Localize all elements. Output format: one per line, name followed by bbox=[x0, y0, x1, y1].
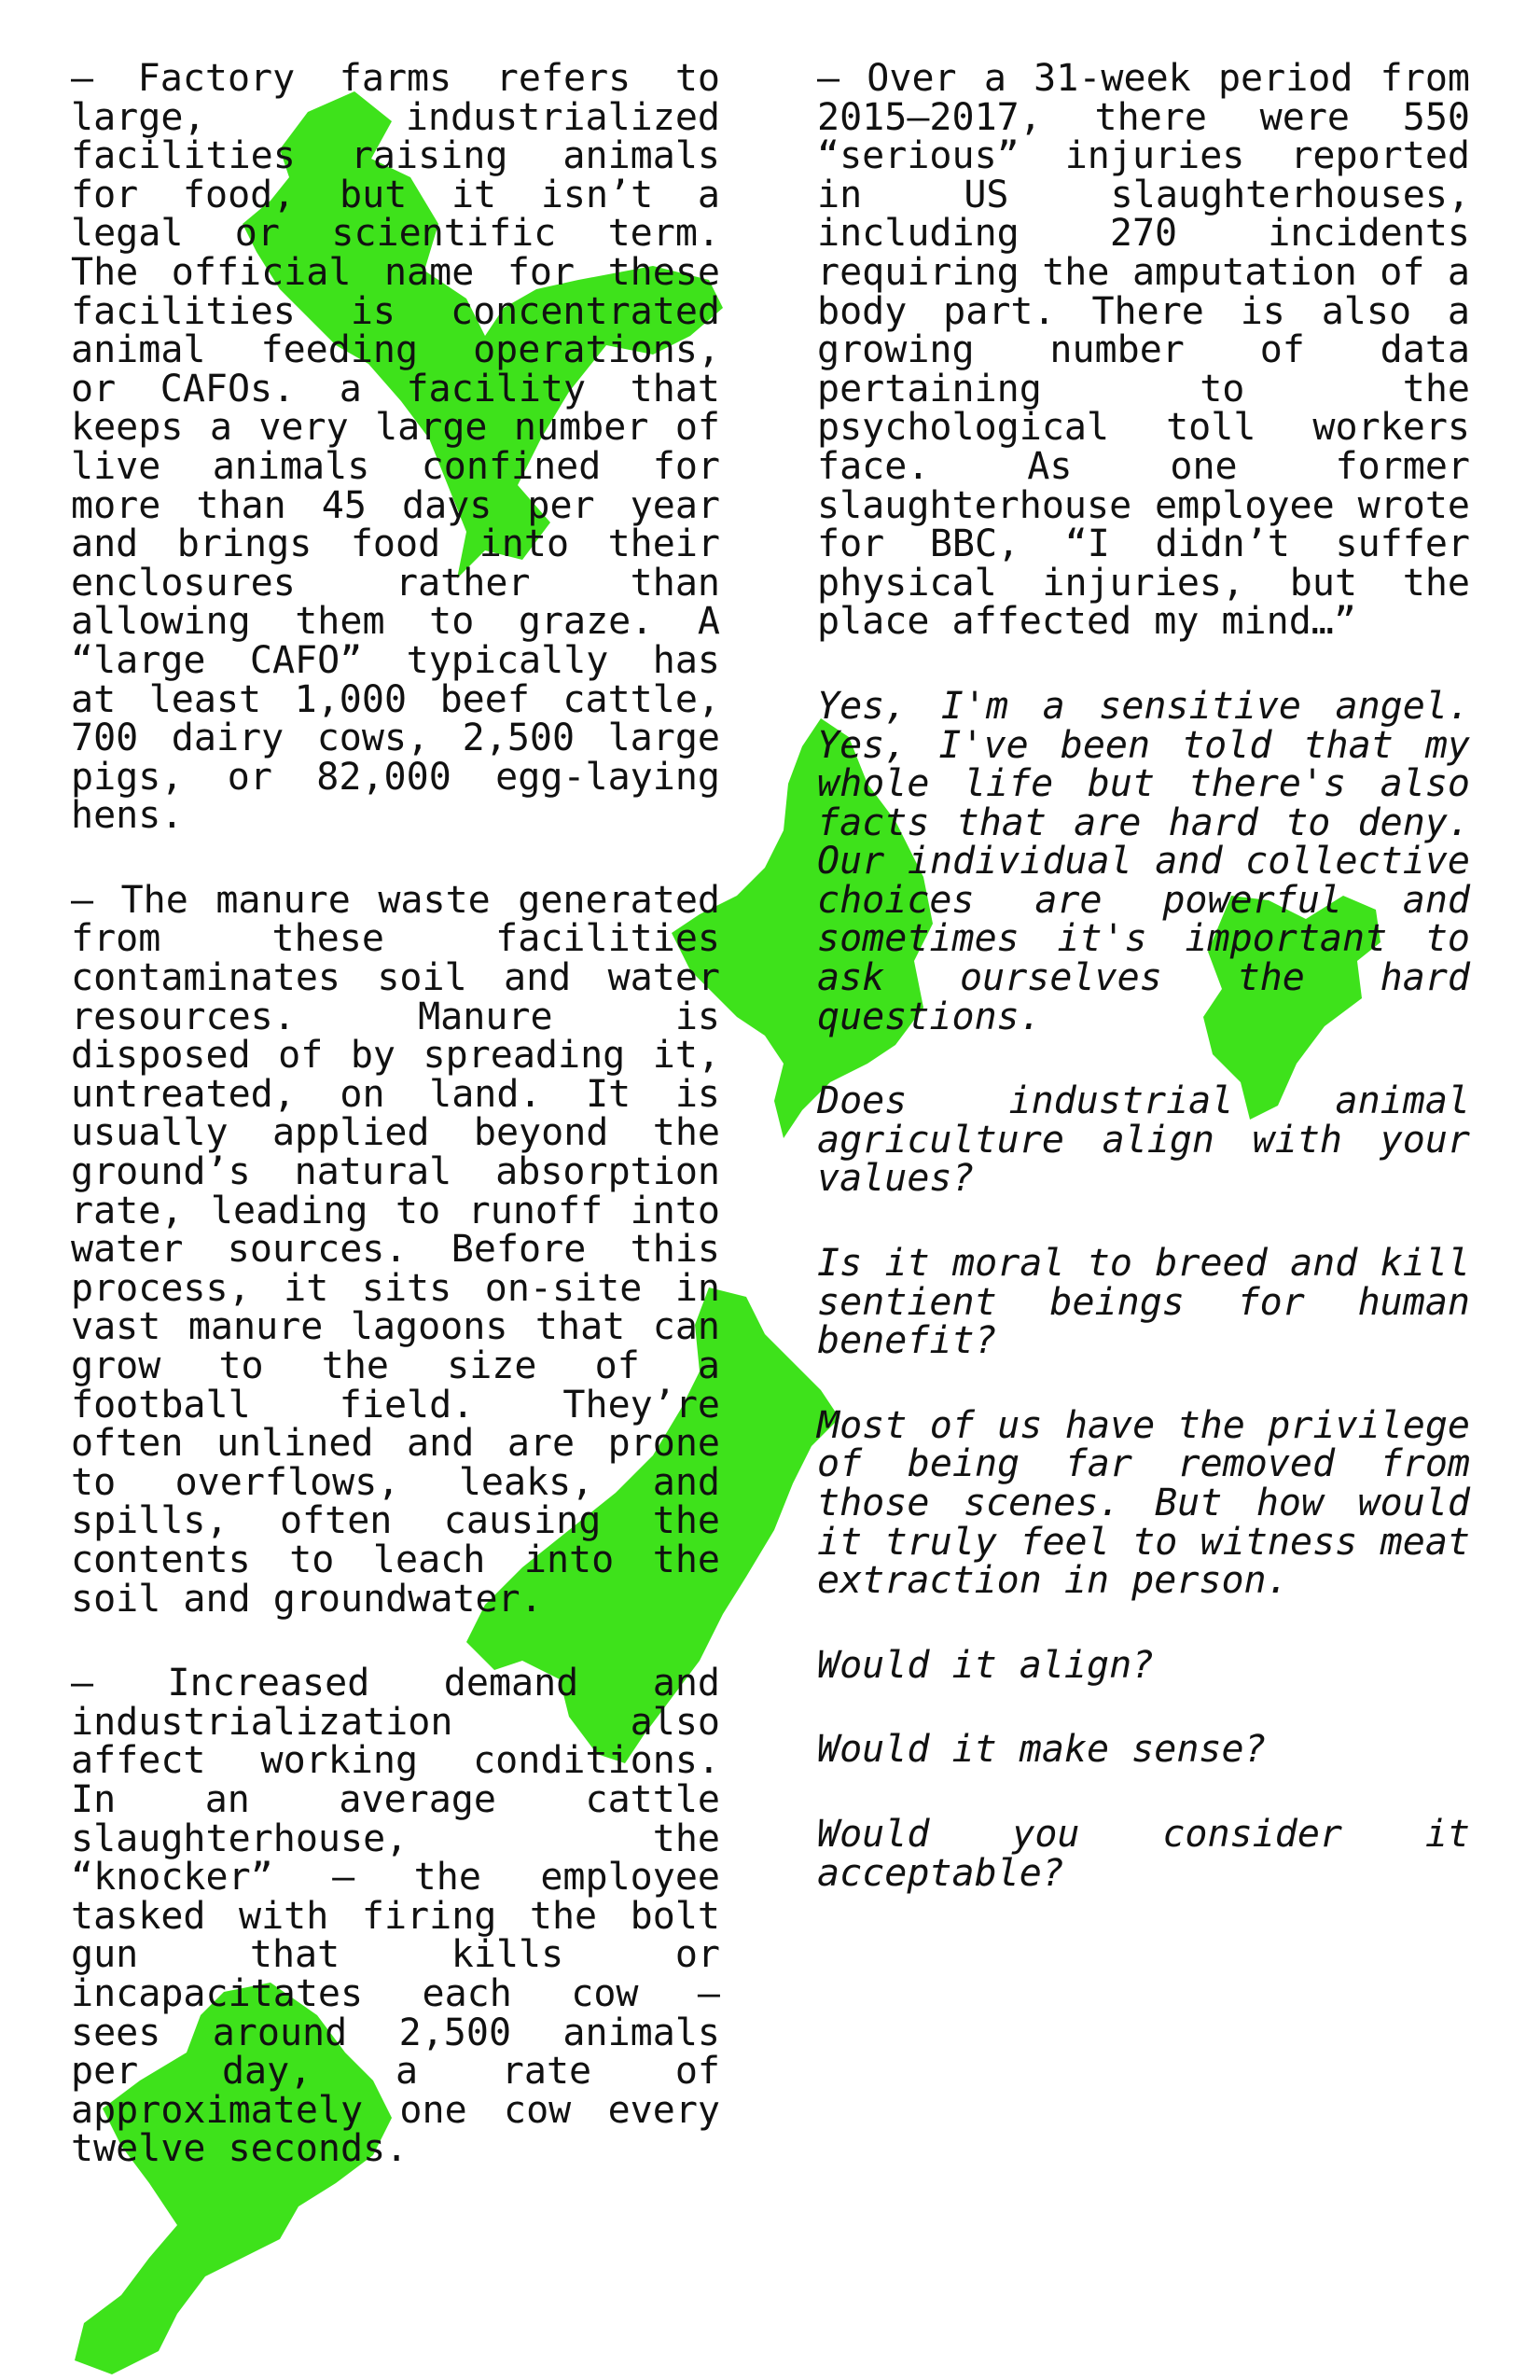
paragraph-factory-farms: – Factory farms refers to large, industrialized facilities raising animals for food, but it isn’t a legal or scientific term. The official name for these facilities is concentrated animal feeding operations, or CAFOs. a facility that keeps a very large number of live animals confined for more than 45 days per year and brings food into their enclosures rather than allowing them to graze. A “large CAFO” typically has at least 1,000 beef cattle, 700 dairy cows, 2,500 large pigs, or 82,000 egg-laying hens. bbox=[71, 57, 720, 838]
paragraph-injuries: – Over a 31-week period from 2015–2017, there were 550 “serious” injuries reported in US slaughterhouses, including 270 incidents requiring the amputation of a body part. There is also a growing number of data pertaining to the psychological toll workers face. As one former slaughterhouse employee wrote for BBC, “I didn’t suffer physical injuries, but the place affected my mind…” bbox=[817, 57, 1470, 644]
left-column bbox=[71, 57, 720, 2215]
paragraph-privilege: Most of us have the privilege of being far removed from those scenes. But how would it truly feel to witness meat extraction in person. bbox=[817, 1403, 1470, 1603]
question-acceptable: Would you consider it acceptable? bbox=[817, 1812, 1470, 1895]
paragraph-sensitive-angel: Yes, I'm a sensitive angel. Yes, I've been told that my whole life but there's also facts that are hard to deny. Our individual and collective choices are powerful and sometimes it's important to ask ourselves the hard questions. bbox=[817, 684, 1470, 1038]
right-column bbox=[817, 57, 1470, 1939]
question-would-align: Would it align? bbox=[817, 1643, 1155, 1687]
paragraph-manure-waste: – The manure waste generated from these facilities contaminates soil and water resources. Manure is disposed of by spreading it, untreated, on land. It is usually applied beyond the ground’s natural absorption rate, leading to runoff into water sources. Before this process, it sits on-site in vast manure lagoons that can grow to the size of a football field. They’re often unlined and are prone to overflows, leaks, and spills, often causing the contents to leach into the soil and groundwater. bbox=[71, 878, 720, 1621]
question-align-values: Does industrial animal agriculture align with your values? bbox=[817, 1079, 1470, 1201]
question-make-sense: Would it make sense? bbox=[817, 1728, 1267, 1772]
question-moral: Is it moral to breed and kill sentient beings for human benefit? bbox=[817, 1242, 1470, 1363]
paragraph-working-conditions: – Increased demand and industrialization also affect working conditions. In an average cattle slaughterhouse, the “knocker” – the employee tasked with firing the bolt gun that kills or incapacitates each cow – sees around 2,500 animals per day, a rate of approximately one cow every twelve seconds. bbox=[71, 1662, 720, 2171]
